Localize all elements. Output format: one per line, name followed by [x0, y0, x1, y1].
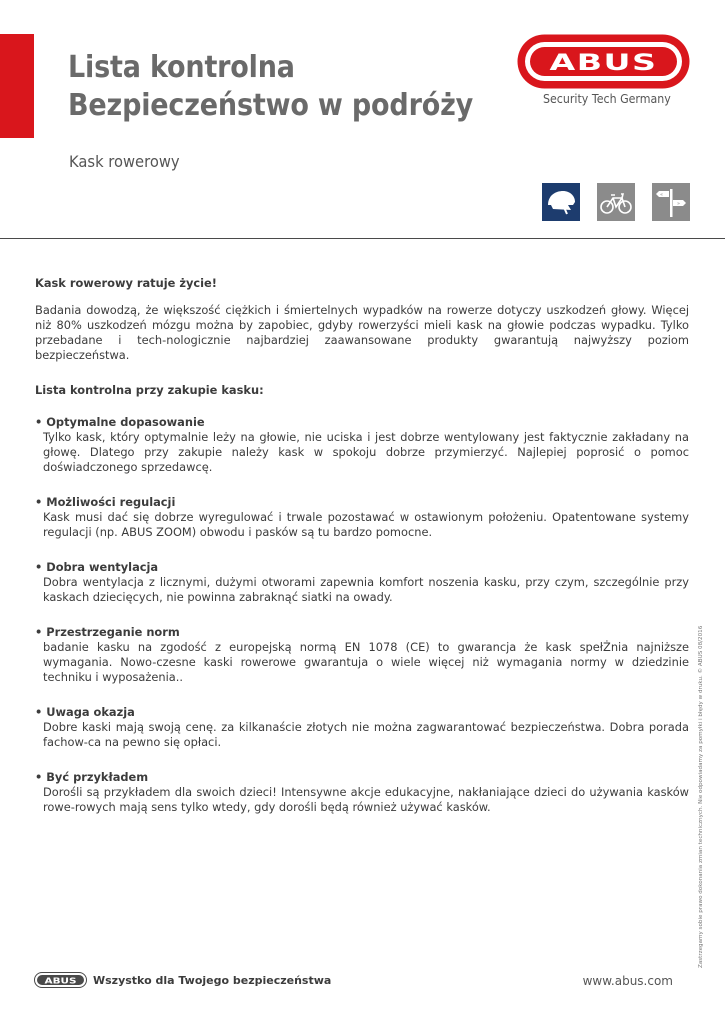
- intro-paragraph: Badania dowodzą, że większość ciężkich i śmiertelnych wypadków na rowerze dotyczy uszkodzeń głowy. Więcej niż 80% uszkodzeń mózgu można by zapobiec, gdyby rowerzyści mieli kask na głowie podczas wypadku. Tylko przebadane i tech-nologicznie najbardziej zaawansowane produkty gwarantują najwyższy poziom bezpieczeństwa.: [35, 303, 689, 362]
- svg-text:ABUS: ABUS: [549, 51, 658, 76]
- svg-text:«: «: [660, 192, 664, 198]
- abus-logo: [516, 33, 691, 90]
- checklist-item-title: • Optymalne dopasowanie: [35, 415, 205, 429]
- checklist-item: [35, 495, 689, 540]
- lead-heading: Kask rowerowy ratuje życie!: [35, 276, 217, 290]
- footer-abus-logo: [34, 972, 87, 988]
- signpost-icon: [652, 183, 690, 221]
- checklist-item-text: Dobre kaski mają swoją cenę. za kilkanaście złotych nie można zagwarantować bezpieczeństwa. Dobra porada fachow-ca na pewno się opłaci.: [43, 720, 689, 749]
- checklist-item-title: • Być przykładem: [35, 770, 149, 784]
- page-title: Lista kontrolna: [68, 50, 295, 85]
- svg-text:ABUS: ABUS: [44, 976, 77, 986]
- legal-note: Zastrzegamy sobie prawo dokonania zmian technicznych. Nie odpowiadamy za pomyłki i błędy w druku. © ABUS 08/2016: [698, 625, 704, 968]
- bicycle-icon: [597, 183, 635, 221]
- checklist-item-title: • Możliwości regulacji: [35, 495, 176, 509]
- checklist-item-title: • Dobra wentylacja: [35, 560, 159, 574]
- checklist-item: [35, 415, 689, 475]
- checklist-item: [35, 625, 689, 685]
- checklist-item-text: badanie kasku na zgodość z europejską normą EN 1078 (CE) to gwarancja że kask spełŻnia najniższe wymagania. Nowo-czesne kaski rowerowe gwarantuja o wiele więcej niż wymagania normy w dziedzinie techniku i wyposażenia..: [43, 640, 689, 684]
- checklist-item-text: Tylko kask, który optymalnie leży na głowie, nie uciska i jest dobrze wentylowany jest faktycznie zakładany na głowę. Dlatego przy zakupie należy kask w spokoju dobrze przymierzyć. Najlepiej poprosić o pomoc doświadczonego sprzedawcę.: [43, 430, 689, 474]
- checklist-item-text: Dobra wentylacja z licznymi, dużymi otworami zapewnia komfort noszenia kasku, przy czym, szczególnie przy kaskach dziecięcych, nie powinna zabraknąć siatki na owady.: [43, 575, 689, 604]
- accent-bar: [0, 34, 34, 138]
- checklist-item: [35, 770, 689, 815]
- helmet-icon: [542, 183, 580, 221]
- checklist-item-title: • Uwaga okazja: [35, 705, 135, 719]
- checklist-item-text: Kask musi dać się dobrze wyregulować i trwale pozostawać w ostawionym położeniu. Opatentowane systemy regulacji (np. ABUS ZOOM) obwodu i pasków są tu bardzo pomocne.: [43, 510, 689, 539]
- svg-text:»: »: [677, 201, 681, 207]
- header-divider: [0, 238, 725, 239]
- page-subtitle: Kask rowerowy: [69, 152, 180, 171]
- checklist-item: [35, 560, 689, 605]
- footer-website-link[interactable]: www.abus.com: [582, 974, 673, 988]
- page-title-secondary: Bezpieczeństwo w podróży: [68, 88, 474, 123]
- main-content: [35, 276, 689, 815]
- checklist-item-text: Dorośli są przykładem dla swoich dzieci! Intensywne akcje edukacyjne, nakłaniające dzieci do używania kasków rowe-rowych mają sens tylko wtedy, gdy dorośli będą również używać kasków.: [43, 785, 689, 814]
- checklist-item-title: • Przestrzeganie norm: [35, 625, 180, 639]
- checklist-item: [35, 705, 689, 750]
- footer-slogan: Wszystko dla Twojego bezpieczeństwa: [93, 974, 332, 987]
- checklist-heading: Lista kontrolna przy zakupie kasku:: [35, 383, 264, 397]
- logo-tagline: Security Tech Germany: [543, 92, 671, 106]
